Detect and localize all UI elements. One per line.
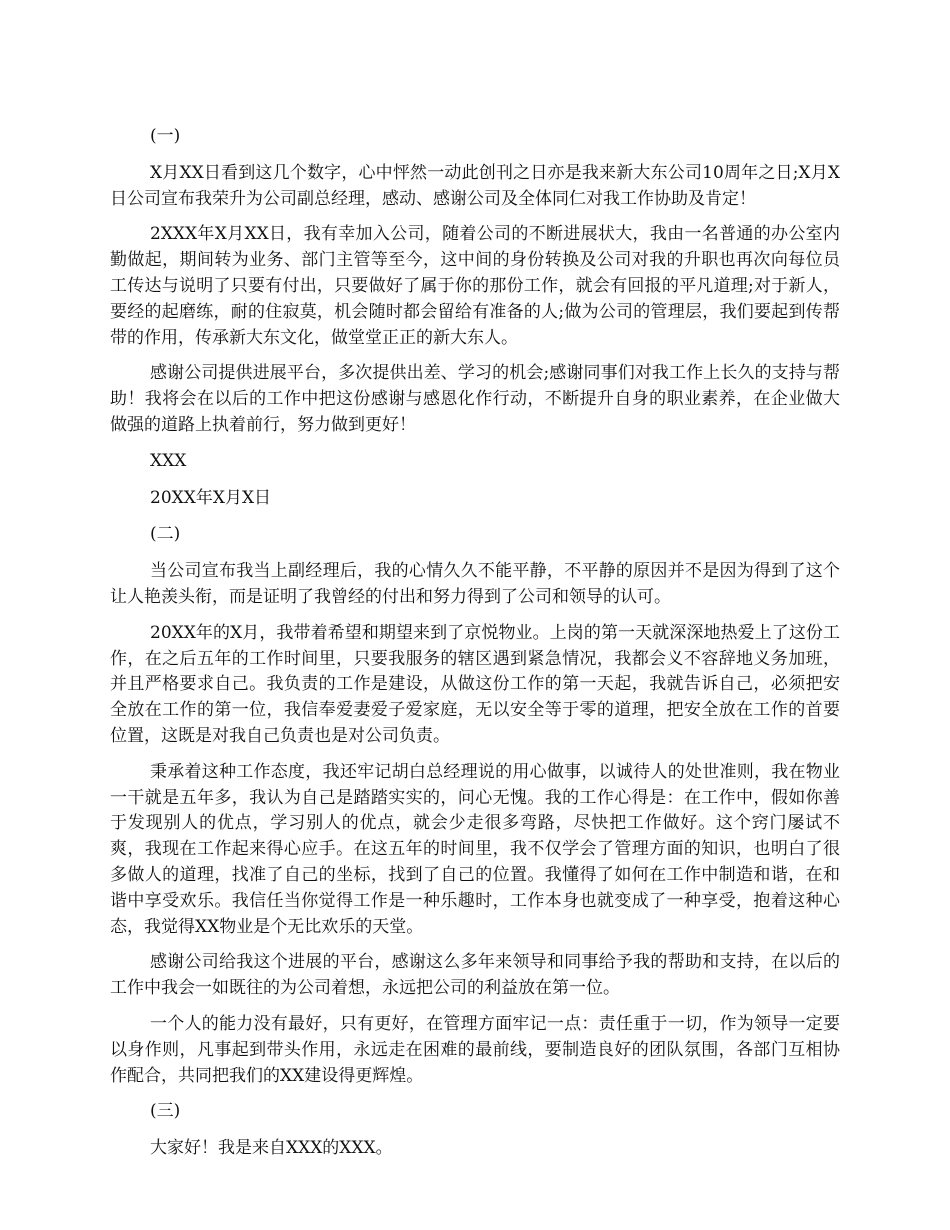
- paragraph: 一个人的能力没有最好，只有更好，在管理方面牢记一点：责任重于一切，作为领导一定要以身作则，凡事起到带头作用，永远走在困难的最前线，要制造良好的团队氛围，各部门互相协作配合，共同把我们的XX建设得更辉煌。: [110, 1013, 840, 1086]
- paragraph: 20XX年的X月，我带着希望和期望来到了京悦物业。上岗的第一天就深深地热爱上了这份工作，在之后五年的工作时间里，只要我服务的辖区遇到紧急情况，我都会义不容辞地义务加班，并且严格要求自己。我负责的工作是建设，从做这份工作的第一天起，我就告诉自己，必须把安全放在工作的第一位，我信奉爱妻爱子爱家庭，无以安全等于零的道理，把安全放在工作的首要位置，这既是对我自己负责也是对公司负责。: [110, 622, 840, 746]
- paragraph: 大家好！我是来自XXX的XXX。: [150, 1138, 393, 1159]
- paragraph: 感谢公司提供进展平台，多次提供出差、学习的机会;感谢同事们对我工作上长久的支持与帮助！我将会在以后的工作中把这份感谢与感恩化作行动，不断提升自身的职业素养，在企业做大做强的道路上执着前行，努力做到更好！: [110, 363, 840, 435]
- paragraph: 感谢公司给我这个进展的平台，感谢这么多年来领导和同事给予我的帮助和支持，在以后的工作中我会一如既往的为公司着想，永远把公司的利益放在第一位。: [110, 952, 840, 999]
- section-heading-1: (一): [150, 126, 181, 146]
- paragraph: 秉承着这种工作态度，我还牢记胡白总经理说的用心做事，以诚待人的处世准则，我在物业一干就是五年多，我认为自己是踏踏实实的，问心无愧。我的工作心得是：在工作中，假如你善于发现别人的优点，学习别人的优点，就会少走很多弯路，尽快把工作做好。这个窍门屡试不爽，我现在工作起来得心应手。在这五年的时间里，我不仅学会了管理方面的知识，也明白了很多做人的道理，找准了自己的坐标，找到了自己的位置。我懂得了如何在工作中制造和谐，在和谐中享受欢乐。我信任当你觉得工作是一种乐趣时，工作本身也就变成了一种享受，抱着这种心态，我觉得XX物业是个无比欢乐的天堂。: [110, 761, 840, 937]
- section-heading-2: (二): [150, 524, 181, 545]
- signature-name: XXX: [150, 450, 187, 471]
- paragraph: X月XX日看到这几个数字，心中怦然一动此创刊之日亦是我来新大东公司10周年之日;X月X日公司宣布我荣升为公司副总经理，感动、感谢公司及全体同仁对我工作协助及肯定！: [110, 162, 840, 209]
- section-heading-3: (三): [150, 1101, 181, 1122]
- signature-date: 20XX年X月X日: [150, 487, 272, 508]
- paragraph: 当公司宣布我当上副经理后，我的心情久久不能平静，不平静的原因并不是因为得到了这个让人艳羡头衔，而是证明了我曾经的付出和努力得到了公司和领导的认可。: [110, 561, 840, 607]
- paragraph: 2XXX年X月XX日，我有幸加入公司，随着公司的不断进展状大，我由一名普通的办公室内勤做起，期间转为业务、部门主管等至今，这中间的身份转换及公司对我的升职也再次向每位员工传达与说明了只要有付出，只要做好了属于你的那份工作，就会有回报的平凡道理;对于新人，要经的起磨练，耐的住寂莫，机会随时都会留给有准备的人;做为公司的管理层，我们要起到传帮带的作用，传承新大东文化，做堂堂正正的新大东人。: [110, 224, 840, 348]
